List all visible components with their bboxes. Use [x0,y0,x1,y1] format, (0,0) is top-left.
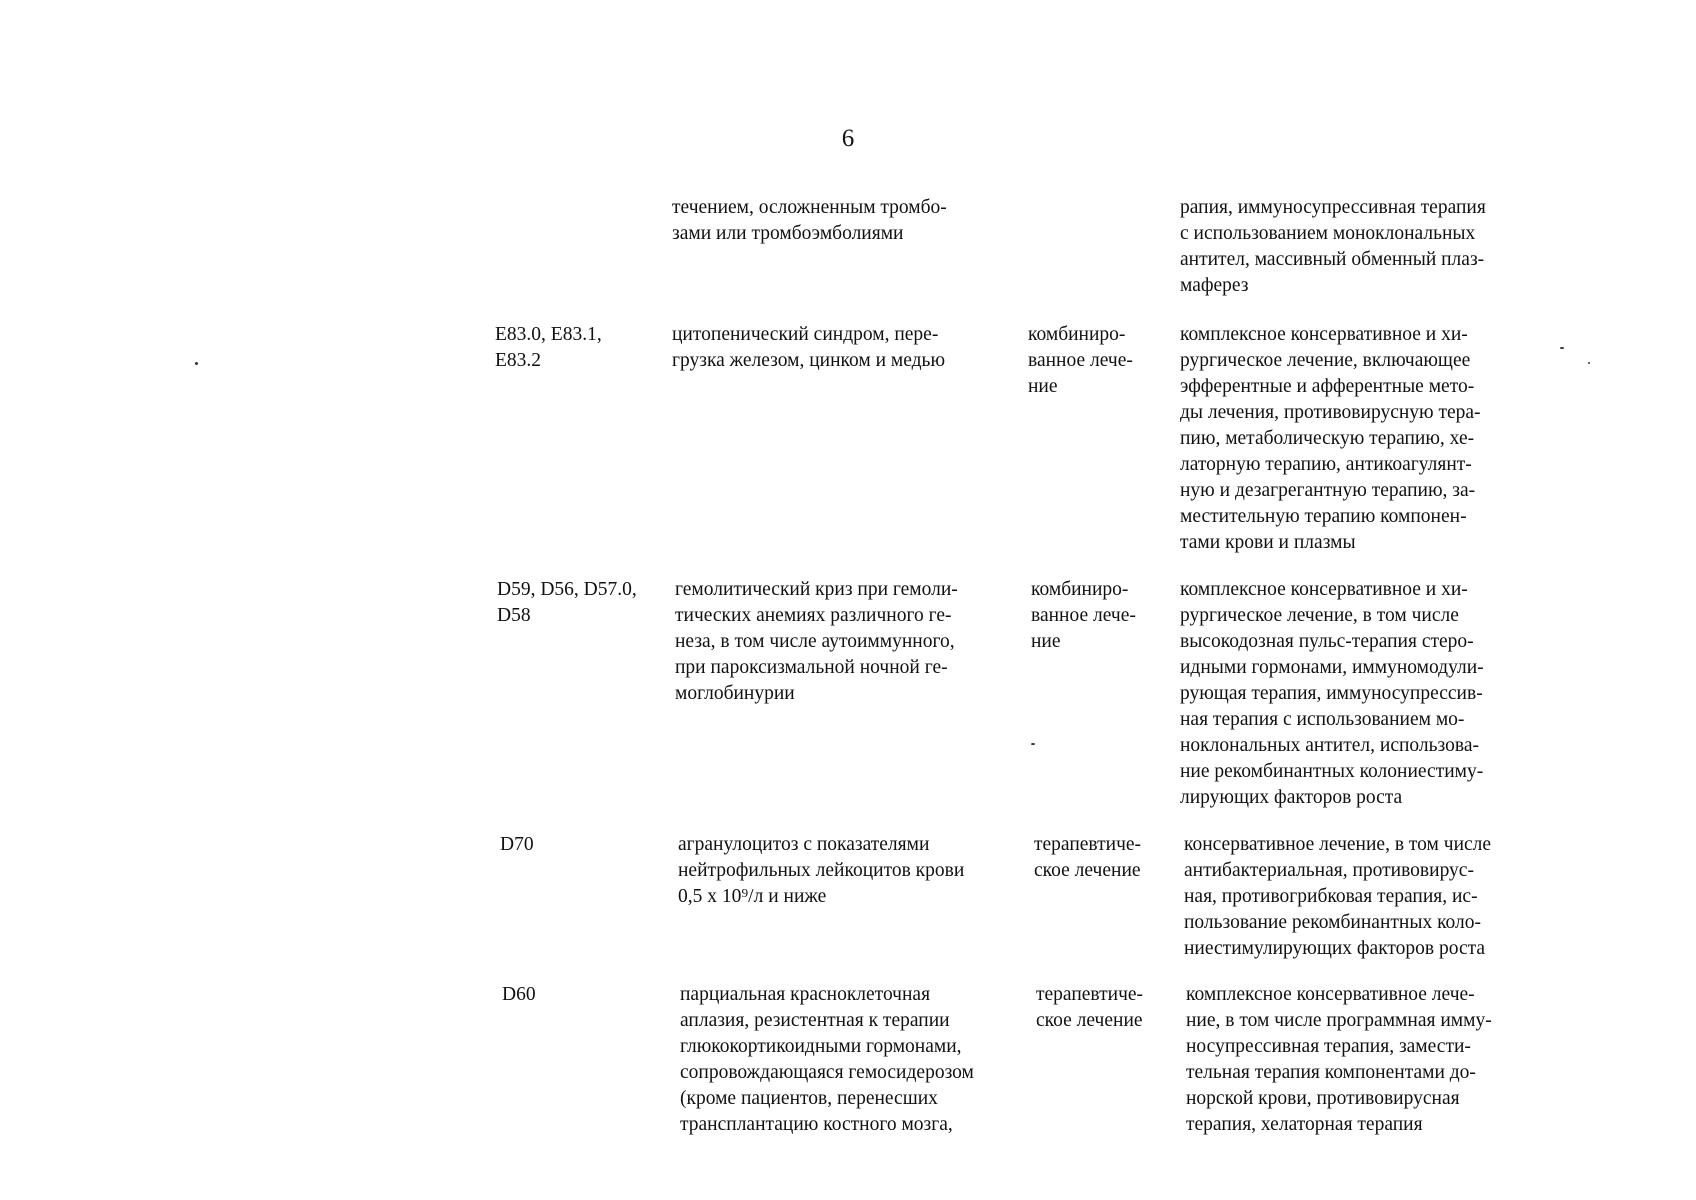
text-line: D58 [497,605,531,626]
page-number: 6 [841,125,855,152]
disease-cell [678,832,964,910]
text-line: ние [1028,376,1058,397]
text-line: тических анемиях различного ге- [675,605,952,626]
text-line: комбиниро- [1028,324,1126,345]
text-line: сопровождающаяся гемосидерозом [680,1062,974,1083]
code-cell [497,577,637,629]
text-line: ское лечение [1036,1010,1143,1031]
treatment-type-cell [1036,982,1143,1034]
text-line: (кроме пациентов, перенесших [680,1088,938,1109]
text-line: D70 [500,834,534,855]
text-line: пию, метаболическую терапию, хе- [1180,428,1475,449]
code-cell [502,982,536,1008]
text-line: высокодозная пульс-терапия стеро- [1180,631,1474,652]
text-line: E83.2 [495,350,542,371]
text-line: глюкокортикоидными гормонами, [680,1036,962,1057]
text-line: моглобинурии [675,683,795,704]
text-line: терапия, хелаторная терапия [1186,1114,1423,1135]
disease-cell [675,577,958,707]
text-line: норской крови, противовирусная [1186,1088,1460,1109]
text-line: ную и дезагрегантную терапию, за- [1180,480,1476,501]
text-line: носупрессивная терапия, замести- [1186,1036,1471,1057]
text-line: рургическое лечение, включающее [1180,350,1471,371]
disease-cell [680,982,974,1138]
text-line: цитопенический синдром, пере- [672,324,939,345]
text-line: агранулоцитоз с показателями [678,834,930,855]
text-line: рующая терапия, иммуносупрессив- [1180,683,1483,704]
text-line: грузка железом, цинком и медью [672,350,946,371]
text-line: аплазия, резистентная к терапии [680,1010,950,1031]
scan-speck [195,362,198,365]
text-line: гемолитический криз при гемоли- [675,579,958,600]
treatment-cell [1186,982,1492,1138]
scan-speck [1588,362,1590,364]
text-line: консервативное лечение, в том числе [1184,834,1492,855]
treatment-type-cell [1028,322,1133,400]
text-line: ние рекомбинантных колониестиму- [1180,761,1484,782]
text-line: терапевтиче- [1034,834,1142,855]
text-line: комплексное консервативное и хи- [1180,324,1468,345]
text-line: ние [1031,631,1061,652]
text-line: антител, массивный обменный плаз- [1180,249,1485,270]
text-line: идными гормонами, иммуномодули- [1180,657,1484,678]
text-line: ниестимулирующих факторов роста [1184,938,1486,959]
text-line: маферез [1180,275,1249,296]
text-line: терапевтиче- [1036,984,1144,1005]
text-line: D59, D56, D57.0, [497,579,637,600]
text-line: ванное лече- [1031,605,1136,626]
text-line: лирующих факторов роста [1180,787,1403,808]
text-line: латорную терапию, антикоагулянт- [1180,454,1472,475]
text-line: рапия, иммуносупрессивная терапия [1180,197,1486,218]
text-line: течением, осложненным тромбо- [672,197,947,218]
treatment-cell [1180,195,1486,299]
text-line: 0,5 х 10⁹/л и ниже [678,886,827,907]
text-line: с использованием моноклональных [1180,223,1476,244]
text-line: ние, в том числе программная имму- [1186,1010,1492,1031]
code-cell [495,322,602,374]
text-line: комплексное консервативное лече- [1186,984,1475,1005]
treatment-type-cell [1034,832,1141,884]
text-line: комбиниро- [1031,579,1129,600]
text-line: неза, в том числе аутоиммунного, [675,631,955,652]
text-line: рургическое лечение, в том числе [1180,605,1459,626]
text-line: при пароксизмальной ночной ге- [675,657,948,678]
treatment-type-cell [1031,577,1136,655]
text-line: ная терапия с использованием мо- [1180,709,1465,730]
text-line: ноклональных антител, использова- [1180,735,1479,756]
code-cell [500,832,534,858]
scan-speck [1031,743,1035,745]
text-line: трансплантацию костного мозга, [680,1114,953,1135]
text-line: тами крови и плазмы [1180,532,1356,553]
text-line: ды лечения, противовирусную тера- [1180,402,1481,423]
text-line: антибактериальная, противовирус- [1184,860,1474,881]
text-line: местительную терапию компонен- [1180,506,1467,527]
disease-cell [672,322,945,374]
treatment-cell [1184,832,1491,962]
text-line: D60 [502,984,536,1005]
text-line: ванное лече- [1028,350,1133,371]
treatment-cell [1180,322,1481,556]
text-line: нейтрофильных лейкоцитов крови [678,860,965,881]
text-line: тельная терапия компонентами до- [1186,1062,1476,1083]
text-line: E83.0, E83.1, [495,324,602,345]
disease-cell [672,195,947,247]
text-line: ная, противогрибковая терапия, ис- [1184,886,1478,907]
text-line: пользование рекомбинантных коло- [1184,912,1482,933]
scan-speck [1560,347,1564,349]
treatment-cell [1180,577,1484,811]
text-line: комплексное консервативное и хи- [1180,579,1468,600]
text-line: ское лечение [1034,860,1141,881]
text-line: зами или тромбоэмболиями [672,223,904,244]
text-line: парциальная красноклеточная [680,984,931,1005]
text-line: эфферентные и афферентные мето- [1180,376,1475,397]
